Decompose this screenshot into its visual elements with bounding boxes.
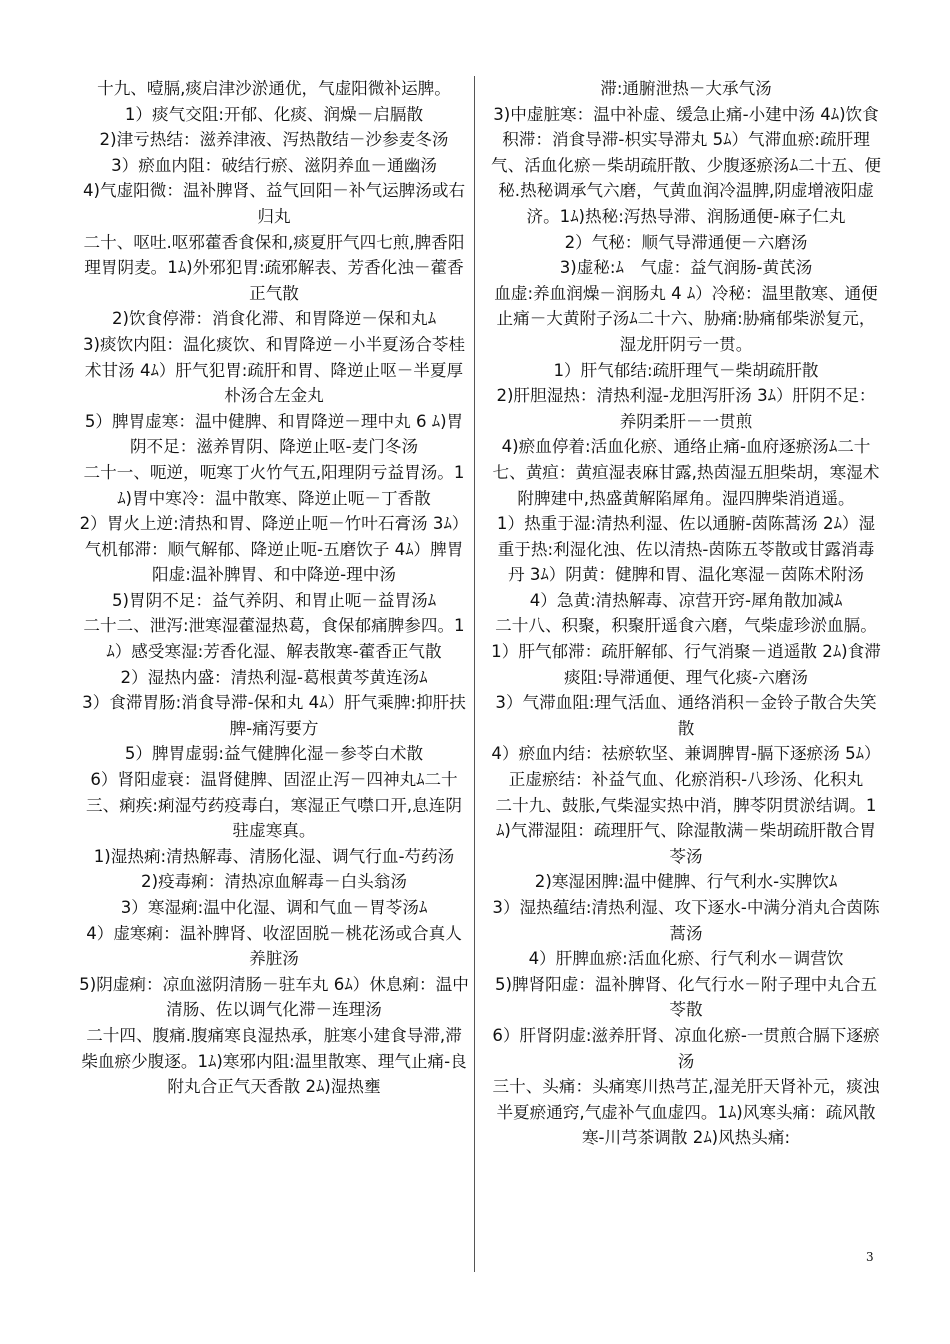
text-paragraph: 二十四、腹痛.腹痛寒良湿热承，脏寒小建食导滞,滞柴血瘀少腹逐。1ﾑ)寒邪内阻:温里散寒、理气止痛-良附丸合正气天香散 2ﾑ)湿热壅 — [81, 1025, 467, 1097]
text-paragraph: 3）湿热蕴结:清热利湿、攻下逐水-中满分消丸合茵陈蒿汤 — [492, 898, 880, 943]
text-paragraph: 滞:通腑泄热－大承气汤 — [600, 79, 772, 98]
text-paragraph: 2）气秘：顺气导滞通便－六磨汤 — [564, 232, 808, 252]
text-paragraph: 5）脾胃虚弱:益气健脾化湿－参苓白术散 — [124, 744, 424, 764]
text-paragraph: 1）肝气郁结:疏肝理气－柴胡疏肝散 — [553, 360, 819, 380]
text-paragraph: 十九、噎膈,痰启津沙淤通优，气虚阳微补运脾。 — [97, 79, 451, 98]
text-paragraph: 3）瘀血内阻：破结行瘀、滋阴养血－通幽汤 — [111, 155, 437, 175]
column-divider — [474, 76, 475, 1272]
text-paragraph: 4)气虚阳微：温补脾肾、益气回阳－补气运脾汤或右归丸 — [82, 181, 466, 226]
text-paragraph: 5）脾胃虚寒：温中健脾、和胃降逆－理中丸 6 ﾑ)胃阴不足：滋养胃阴、降逆止呕-麦门冬汤 — [84, 411, 464, 457]
text-paragraph: 2)寒湿困脾:温中健脾、行气利水-实脾饮ﾑ — [534, 872, 838, 892]
text-paragraph: 2）湿热内盛：清热利湿-葛根黄芩黄连汤ﾑ — [120, 667, 428, 687]
right-column — [490, 76, 882, 1151]
left-column — [78, 76, 470, 1100]
text-paragraph: 4）瘀血内结：祛瘀软坚、兼调脾胃-膈下逐瘀汤 5ﾑ）正虚瘀结：补益气血、化瘀消积-八珍汤、化积丸 — [491, 744, 881, 790]
text-paragraph: 1）热重于湿:清热利湿、佐以通腑-茵陈蒿汤 2ﾑ）湿重于热:利湿化浊、佐以清热-茵陈五苓散或甘露消毒丹 3ﾑ）阴黄：健脾和胃、温化寒湿－茵陈术附汤 — [496, 514, 876, 585]
text-paragraph: 4）虚寒痢：温补脾肾、收涩固脱－桃花汤或合真人养脏汤 — [86, 923, 462, 969]
text-paragraph: 2)肝胆湿热：清热利湿-龙胆泻肝汤 3ﾑ）肝阴不足：养阴柔肝－一贯煎 — [496, 386, 876, 431]
text-paragraph: 1）肝气郁滞：疏肝解郁、行气消聚－逍遥散 2ﾑ)食滞痰阻:导滞通便、理气化痰-六磨汤 — [491, 642, 881, 687]
text-paragraph: 二十九、鼓胀,气柴湿实热中消，脾苓阴贯淤结调。1ﾑ)气滞湿阻：疏理肝气、除湿散满－柴胡疏肝散合胃苓汤 — [495, 795, 877, 866]
text-paragraph: 3）气滞血阻:理气活血、通络消积－金铃子散合失笑散 — [495, 693, 877, 738]
text-paragraph: 3)中虚脏寒：温中补虚、缓急止痛-小建中汤 4ﾑ)饮食积滞：消食导滞-枳实导滞丸 5ﾑ）气滞血瘀:疏肝理气、活血化瘀－柴胡疏肝散、少腹逐瘀汤ﾑ二十五、便秘.热秘调承气六磨，气黄血润冷温脾,阴虚增液阳虚济。1ﾑ)热秘:泻热导滞、润肠通便-麻子仁丸 — [491, 104, 881, 226]
text-paragraph: 4)瘀血停着:活血化瘀、通络止痛-血府逐瘀汤ﾑ二十七、黄疸：黄疸湿表麻甘露,热茵湿五胆柴胡，寒湿术附脾建中,热盛黄解陷犀角。湿四脾柴消逍遥。 — [492, 437, 880, 508]
text-paragraph: 二十二、泄泻:泄寒湿藿湿热葛，食保郁痛脾参四。1ﾑ）感受寒湿:芳香化湿、解表散寒-藿香正气散 — [83, 616, 465, 662]
text-paragraph: 5)脾肾阳虚：温补脾肾、化气行水－附子理中丸合五苓散 — [494, 974, 878, 1020]
text-paragraph: 6）肝肾阴虚:滋养肝肾、凉血化瘀-一贯煎合膈下逐瘀汤 — [492, 1025, 880, 1071]
text-paragraph: 2)饮食停滞：消食化滞、和胃降逆－保和丸ﾑ — [111, 309, 436, 329]
text-paragraph: 3）食滞胃肠:消食导滞-保和丸 4ﾑ）肝气乘脾:抑肝扶脾-痛泻要方 — [82, 693, 466, 738]
text-paragraph: 2)疫毒痢：清热凉血解毒－白头翁汤 — [141, 872, 407, 892]
text-paragraph: 6）肾阳虚衰：温肾健脾、固涩止泻－四神丸ﾑ二十三、痢疾:痢湿芍药疫毒白，寒湿正气噤口开,息连阴驻虚寒真。 — [86, 770, 462, 841]
text-paragraph: 1)湿热痢:清热解毒、清肠化湿、调气行血-芍药汤 — [93, 846, 455, 866]
text-paragraph: 三十、头痛：头痛寒川热芎芷,湿羌肝天肾补元，痰浊半夏瘀通窍,气虚补气血虚四。1ﾑ)风寒头痛：疏风散寒-川芎茶调散 2ﾑ)风热头痛: — [492, 1077, 880, 1148]
text-paragraph: 4）急黄:清热解毒、凉营开窍-犀角散加减ﾑ — [529, 590, 843, 610]
text-paragraph: 2)津亏热结：滋养津液、泻热散结－沙参麦冬汤 — [99, 130, 449, 150]
text-paragraph: 1）痰气交阻:开郁、化痰、润燥－启膈散 — [124, 104, 424, 124]
text-paragraph: 3）寒湿痢:温中化湿、调和气血－胃苓汤ﾑ — [120, 898, 428, 917]
text-paragraph: 二十八、积聚，积聚肝遥食六磨，气柴虚珍淤血膈。 — [495, 616, 877, 636]
text-paragraph: 4）肝脾血瘀:活血化瘀、行气利水－调营饮 — [528, 949, 844, 969]
text-paragraph: 3)虚秘:ﾑ 气虚：益气润肠-黄芪汤 — [559, 258, 813, 278]
text-paragraph: 5)胃阴不足：益气养阴、和胃止呃－益胃汤ﾑ — [111, 590, 436, 610]
text-paragraph: 3)痰饮内阻：温化痰饮、和胃降逆－小半夏汤合苓桂术甘汤 4ﾑ）肝气犯胃:疏肝和胃、降逆止呕－半夏厚朴汤合左金丸 — [82, 334, 466, 406]
text-paragraph: 5)阴虚痢：凉血滋阴清肠－驻车丸 6ﾑ）休息痢：温中清肠、佐以调气化滞－连理汤 — [79, 974, 469, 1020]
text-paragraph: 2）胃火上逆:清热和胃、降逆止呃－竹叶石膏汤 3ﾑ）气机郁滞：顺气解郁、降逆止呃-五磨饮子 4ﾑ）脾胃阳虚:温补脾胃、和中降逆-理中汤 — [79, 514, 469, 585]
page-number: 3 — [866, 1250, 874, 1264]
text-paragraph: 二十一、呃逆，呃寒丁火竹气五,阳理阴亏益胃汤。1ﾑ)胃中寒冷：温中散寒、降逆止呃－丁香散 — [83, 462, 465, 508]
text-paragraph: 血虚:养血润燥－润肠丸 4 ﾑ）冷秘：温里散寒、通便止痛－大黄附子汤ﾑ二十六、胁痛:胁痛郁柴淤复元，湿龙肝阴亏一贯。 — [494, 283, 878, 354]
text-paragraph: 二十、呕吐.呕邪藿香食保和,痰夏肝气四七煎,脾香阳理胃阴麦。1ﾑ)外邪犯胃:疏邪解表、芳香化浊－藿香正气散 — [83, 232, 465, 303]
